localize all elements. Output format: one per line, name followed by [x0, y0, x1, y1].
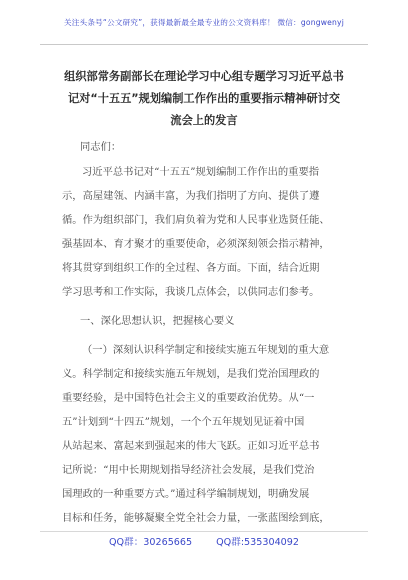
paragraph-intro	[62, 160, 352, 304]
paragraph-line: 五”计划到“十四五”规划，一个个五年规划见证着中国	[62, 416, 305, 428]
document-title	[54, 66, 354, 132]
header-divider	[40, 44, 368, 45]
footer-qq-group-2: QQ群:535304092	[216, 537, 299, 548]
title-line: 组织部常务副部长在理论学习中心组专题学习习近平总书	[64, 70, 344, 83]
paragraph-line: 国理政的一种重要方式。”通过科学编制规划，明确发展	[62, 488, 310, 500]
section-heading: 一、深化思想认识，把握核心要义	[80, 315, 235, 327]
paragraph-line: 义。科学制定和接续实施五年规划，是我们党治国理政的	[62, 368, 320, 380]
paragraph-line: 学习思考和工作实际，我谈几点体会，以供同志们参考。	[62, 286, 320, 298]
footer-divider	[40, 531, 368, 532]
footer-qq-group-1: QQ群：30265665	[109, 537, 193, 548]
paragraph-line: 示，高屋建瓴、内涵丰富，为我们指明了方向、提供了遵	[62, 190, 320, 202]
paragraph-line: 习近平总书记对“十五五”规划编制工作作出的重要指	[82, 166, 320, 178]
title-line: 记对“十五五”规划编制工作作出的重要指示精神研讨交	[67, 92, 341, 105]
page-header	[0, 0, 408, 40]
paragraph-line: 强基固本、育才聚才的重要使命，必须深刻领会指示精神，	[62, 238, 330, 250]
paragraph-line: 从站起来、富起来到强起来的伟大飞跃。正如习近平总书	[62, 440, 320, 452]
paragraph-line: （一）深刻认识科学制定和接续实施五年规划的重大意	[82, 344, 330, 356]
greeting: 同志们：	[80, 141, 122, 153]
paragraph-line: 循。作为组织部门，我们肩负着为党和人民事业选贤任能、	[62, 214, 330, 226]
paragraph-line: 记所说：“用中长期规划指导经济社会发展，是我们党治	[62, 464, 315, 476]
paragraph-line: 重要经验，是中国特色社会主义的重要政治优势。从“一	[62, 392, 315, 404]
title-line: 流会上的发言	[170, 114, 238, 127]
paragraph-section1	[62, 338, 352, 530]
paragraph-line: 目标和任务，能够凝聚全党全社会力量，一张蓝图绘到底，	[62, 512, 330, 524]
page-footer	[0, 534, 408, 548]
paragraph-line: 将其贯穿到组织工作的全过程、各方面。下面，结合近期	[62, 262, 320, 274]
header-promo-text: 关注头条号“公文研究”，获得最新最全最专业的公文资料库！ 微信：gongwenyj	[63, 17, 345, 27]
